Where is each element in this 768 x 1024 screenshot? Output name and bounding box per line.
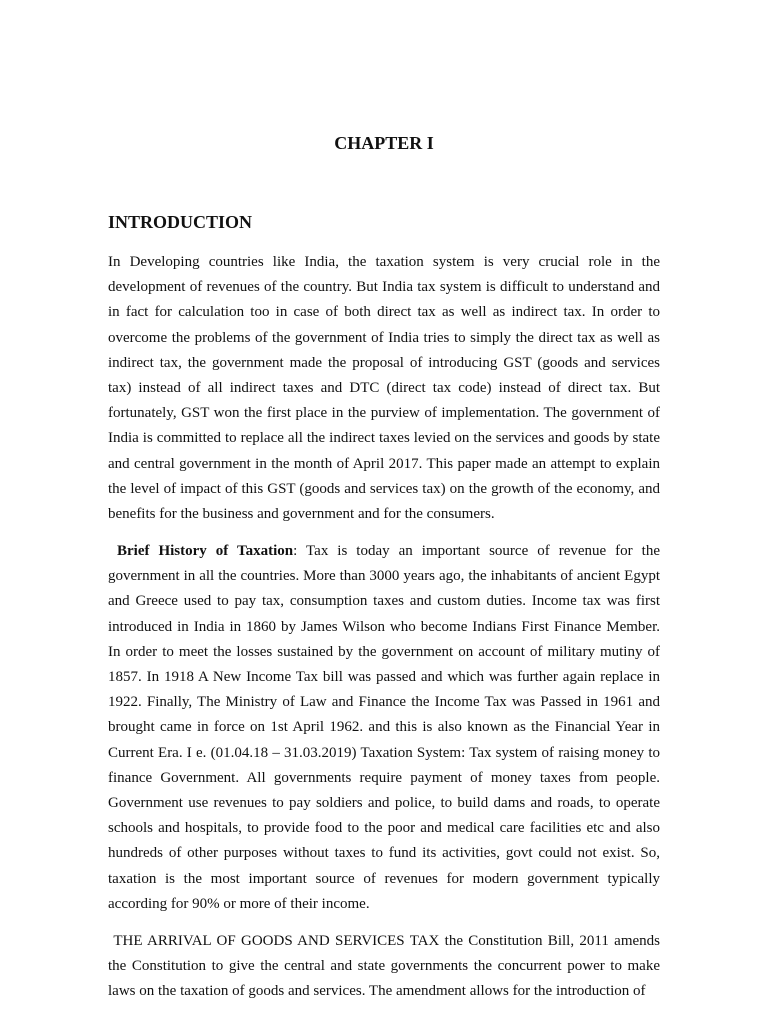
paragraph-body: THE ARRIVAL OF GOODS AND SERVICES TAX the Constitution Bill, 2011 amends the Constitution to give the central and state governments the concurrent power to make laws on the taxation of goods and services. The amendment allows for the introduction of: [108, 933, 660, 1000]
section-heading: INTRODUCTION: [108, 212, 253, 232]
paragraph-introduction: In Developing countries like India, the taxation system is very crucial role in the development of revenues of the country. But India tax system is difficult to understand and in fact for calculation too in case of both direct tax as well as indirect tax. In order to overcome the problems of the government of India tries to simply the direct tax as well as indirect tax, the government made the proposal of introducing GST (goods and services tax) instead of all indirect taxes and DTC (direct tax code) instead of direct tax. But fortunately, GST won the first place in the purview of implementation. The government of India is committed to replace all the indirect taxes levied on the services and goods by state and central government in the month of April 2017. This paper made an attempt to explain the level of impact of this GST (goods and services tax) on the growth of the economy, and benefits for the business and government and for the consumers.: [108, 254, 660, 523]
paragraph-body: : Tax is today an important source of revenue for the government in all the countries. More than 3000 years ago, the inhabitants of ancient Egypt and Greece used to pay tax, consumption taxes and custom duties. Income tax was first introduced in India in 1860 by James Wilson who become Indians First Finance Member. In order to meet the losses sustained by the government on account of military mutiny of 1857. In 1918 A New Income Tax bill was passed and which was further again replace in 1922. Finally, The Ministry of Law and Finance the Income Tax was Passed in 1961 and brought came in force on 1st April 1962. and this is also known as the Financial Year in Current Era. I e. (01.04.18 – 31.03.2019) Taxation System: Tax system of raising money to finance Government. All governments require payment of money taxes from people. Government use revenues to pay soldiers and police, to build dams and roads, to operate schools and hospitals, to provide food to the poor and medical care facilities etc and also hundreds of other purposes without taxes to fund its activities, govt could not exist. So, taxation is the most important source of revenues for modern government typically according for 90% or more of their income.: [108, 543, 660, 912]
paragraph-brief-history: [108, 539, 660, 917]
paragraph-gst-arrival: [108, 929, 660, 1005]
paragraph-lead-term: Brief History of Taxation: [117, 543, 294, 559]
chapter-title: CHAPTER I: [334, 133, 434, 153]
